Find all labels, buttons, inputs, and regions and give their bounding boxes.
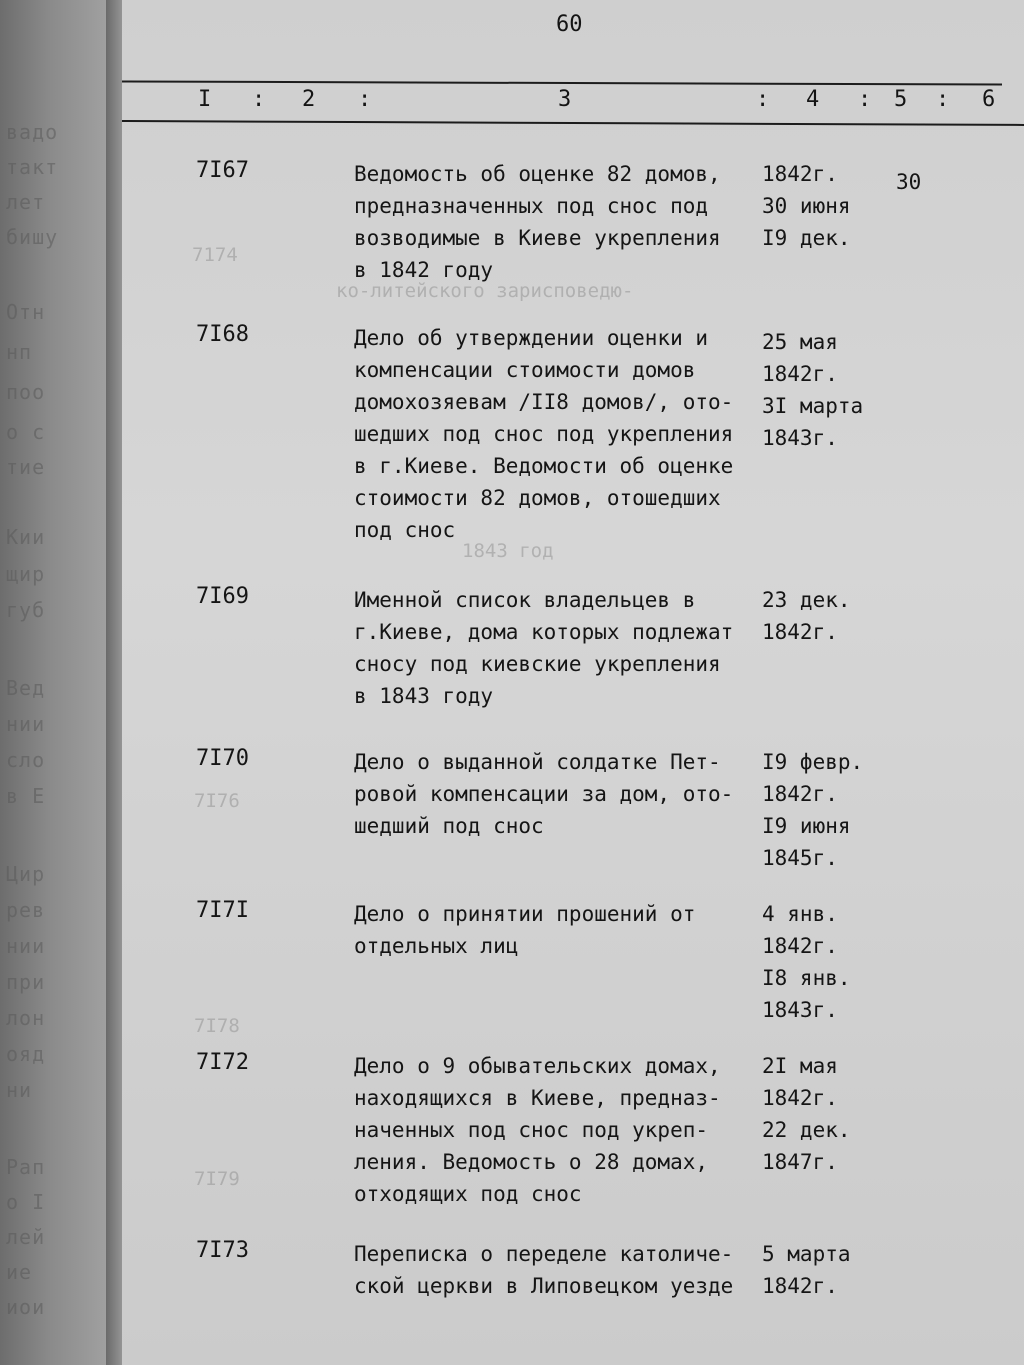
document-page: [122, 0, 1024, 1365]
entry-number: 7I67: [196, 158, 249, 183]
description-line: предназначенных под снос под: [354, 194, 709, 218]
entry-number: 7I70: [196, 746, 249, 771]
description-line: компенсации стоимости домов: [354, 358, 696, 382]
bleed-through-text: при: [6, 970, 46, 994]
date-line: 2I мая: [762, 1054, 838, 1078]
header-rule-top: [122, 80, 1002, 85]
bleed-through-text: Цир: [6, 862, 46, 886]
entry-number: 7I73: [196, 1238, 249, 1263]
date-line: 4 янв.: [762, 902, 838, 926]
entry-dates: [762, 1050, 892, 1178]
date-line: I8 янв.: [762, 966, 851, 990]
date-line: 1845г.: [762, 846, 838, 870]
bleed-through-text: ие: [6, 1260, 33, 1284]
show-through-text: 7I79: [194, 1168, 240, 1190]
entry-description: [354, 1050, 764, 1210]
column-header-5: 5: [894, 87, 908, 112]
description-line: Дело о 9 обывательских домах,: [354, 1054, 721, 1078]
description-line: находящихся в Киеве, предназ-: [354, 1086, 721, 1110]
bleed-through-text: бишу: [6, 225, 59, 249]
entry-dates: [762, 158, 892, 254]
bleed-through-text: нии: [6, 934, 46, 958]
bleed-through-text: лет: [6, 190, 46, 214]
description-line: шедший под снос: [354, 814, 544, 838]
date-line: 1842г.: [762, 162, 838, 186]
show-through-text: 7I76: [194, 790, 240, 812]
page-number: 60: [556, 12, 583, 37]
date-line: 1842г.: [762, 1086, 838, 1110]
description-line: наченных под снос под укреп-: [354, 1118, 709, 1142]
entry-dates: [762, 584, 892, 648]
description-line: ления. Ведомость о 28 домах,: [354, 1150, 709, 1174]
bleed-through-text: нп: [6, 340, 33, 364]
description-line: возводимые в Киеве укрепления: [354, 226, 721, 250]
column-separator: :: [756, 87, 770, 112]
date-line: 1842г.: [762, 1274, 838, 1298]
description-line: домохозяевам /II8 домов/, ото-: [354, 390, 734, 414]
column-separator: :: [252, 87, 266, 112]
show-through-text: 7174: [192, 244, 238, 266]
date-line: 1843г.: [762, 998, 838, 1022]
entry-dates: [762, 746, 892, 874]
date-line: I9 дек.: [762, 226, 851, 250]
bleed-through-text: поо: [6, 380, 46, 404]
bleed-through-text: лон: [6, 1006, 46, 1030]
description-line: сносу под киевские укрепления: [354, 652, 721, 676]
entry-description: [354, 158, 764, 286]
description-line: Ведомость об оценке 82 домов,: [354, 162, 721, 186]
description-line: г.Киеве, дома которых подлежат: [354, 620, 734, 644]
date-line: 1843г.: [762, 426, 838, 450]
column-separator: :: [858, 87, 872, 112]
description-line: шедших под снос под укрепления: [354, 422, 734, 446]
description-line: Именной список владельцев в: [354, 588, 696, 612]
column-header-6: 6: [982, 87, 996, 112]
date-line: I9 июня: [762, 814, 851, 838]
bleed-through-text: рев: [6, 898, 46, 922]
entry-number: 7I7I: [196, 898, 249, 923]
column-header-1: I: [198, 87, 212, 112]
entry-description: [354, 746, 764, 842]
bleed-through-text: сло: [6, 748, 46, 772]
description-line: ровой компенсации за дом, ото-: [354, 782, 734, 806]
bleed-through-text: щир: [6, 562, 46, 586]
description-line: стоимости 82 домов, отошедших: [354, 486, 721, 510]
entry-number: 7I69: [196, 584, 249, 609]
bleed-through-text: вадо: [6, 120, 59, 144]
column-header-2: 2: [302, 87, 316, 112]
description-line: Переписка о переделе католиче-: [354, 1242, 734, 1266]
description-line: в г.Киеве. Ведомости об оценке: [354, 454, 734, 478]
date-line: 22 дек.: [762, 1118, 851, 1142]
entry-sheet-count: 30: [896, 170, 922, 194]
date-line: 5 марта: [762, 1242, 851, 1266]
entry-dates: [762, 898, 892, 1026]
bleed-through-text: Отн: [6, 300, 46, 324]
description-line: Дело об утверждении оценки и: [354, 326, 709, 350]
bleed-through-text: в Е: [6, 784, 46, 808]
column-separator: :: [936, 87, 950, 112]
description-line: отходящих под снос: [354, 1182, 582, 1206]
header-rule-bottom: [122, 120, 1024, 126]
date-line: 30 июня: [762, 194, 851, 218]
description-line: Дело о выданной солдатке Пет-: [354, 750, 721, 774]
entry-description: [354, 584, 764, 712]
entry-description: [354, 322, 764, 546]
date-line: 1842г.: [762, 620, 838, 644]
left-facing-page: [0, 0, 122, 1365]
date-line: 1842г.: [762, 782, 838, 806]
column-header-3: 3: [558, 87, 572, 112]
entry-number: 7I68: [196, 322, 249, 347]
bleed-through-text: тие: [6, 455, 46, 479]
date-line: I9 февр.: [762, 750, 864, 774]
bleed-through-text: такт: [6, 155, 59, 179]
date-line: 1842г.: [762, 934, 838, 958]
description-line: отдельных лиц: [354, 934, 519, 958]
column-header-4: 4: [806, 87, 820, 112]
date-line: 1842г.: [762, 362, 838, 386]
column-separator: :: [358, 87, 372, 112]
bleed-through-text: Кии: [6, 525, 46, 549]
bleed-through-text: Вед: [6, 676, 46, 700]
entry-description: [354, 898, 764, 962]
bleed-through-text: лей: [6, 1225, 46, 1249]
date-line: 3I марта: [762, 394, 864, 418]
date-line: 1847г.: [762, 1150, 838, 1174]
entry-dates: [762, 1238, 892, 1302]
show-through-text: 7I78: [194, 1015, 240, 1037]
bleed-through-text: ояд: [6, 1042, 46, 1066]
description-line: под снос: [354, 518, 456, 542]
date-line: 25 мая: [762, 330, 838, 354]
bleed-through-text: губ: [6, 598, 46, 622]
bleed-through-text: Рап: [6, 1155, 46, 1179]
bleed-through-text: о І: [6, 1190, 46, 1214]
bleed-through-text: ни: [6, 1078, 33, 1102]
show-through-text: ко-литейского зарисповедю-: [336, 280, 634, 302]
description-line: ской церкви в Липовецком уезде: [354, 1274, 734, 1298]
bleed-through-text: о с: [6, 420, 46, 444]
description-line: в 1842 году: [354, 258, 494, 282]
date-line: 23 дек.: [762, 588, 851, 612]
description-line: в 1843 году: [354, 684, 494, 708]
bleed-through-text: нии: [6, 712, 46, 736]
show-through-text: 1843 год: [462, 540, 554, 562]
entry-description: [354, 1238, 764, 1302]
description-line: Дело о принятии прошений от: [354, 902, 696, 926]
entry-dates: [762, 326, 892, 454]
entry-number: 7I72: [196, 1050, 249, 1075]
bleed-through-text: иои: [6, 1295, 46, 1319]
